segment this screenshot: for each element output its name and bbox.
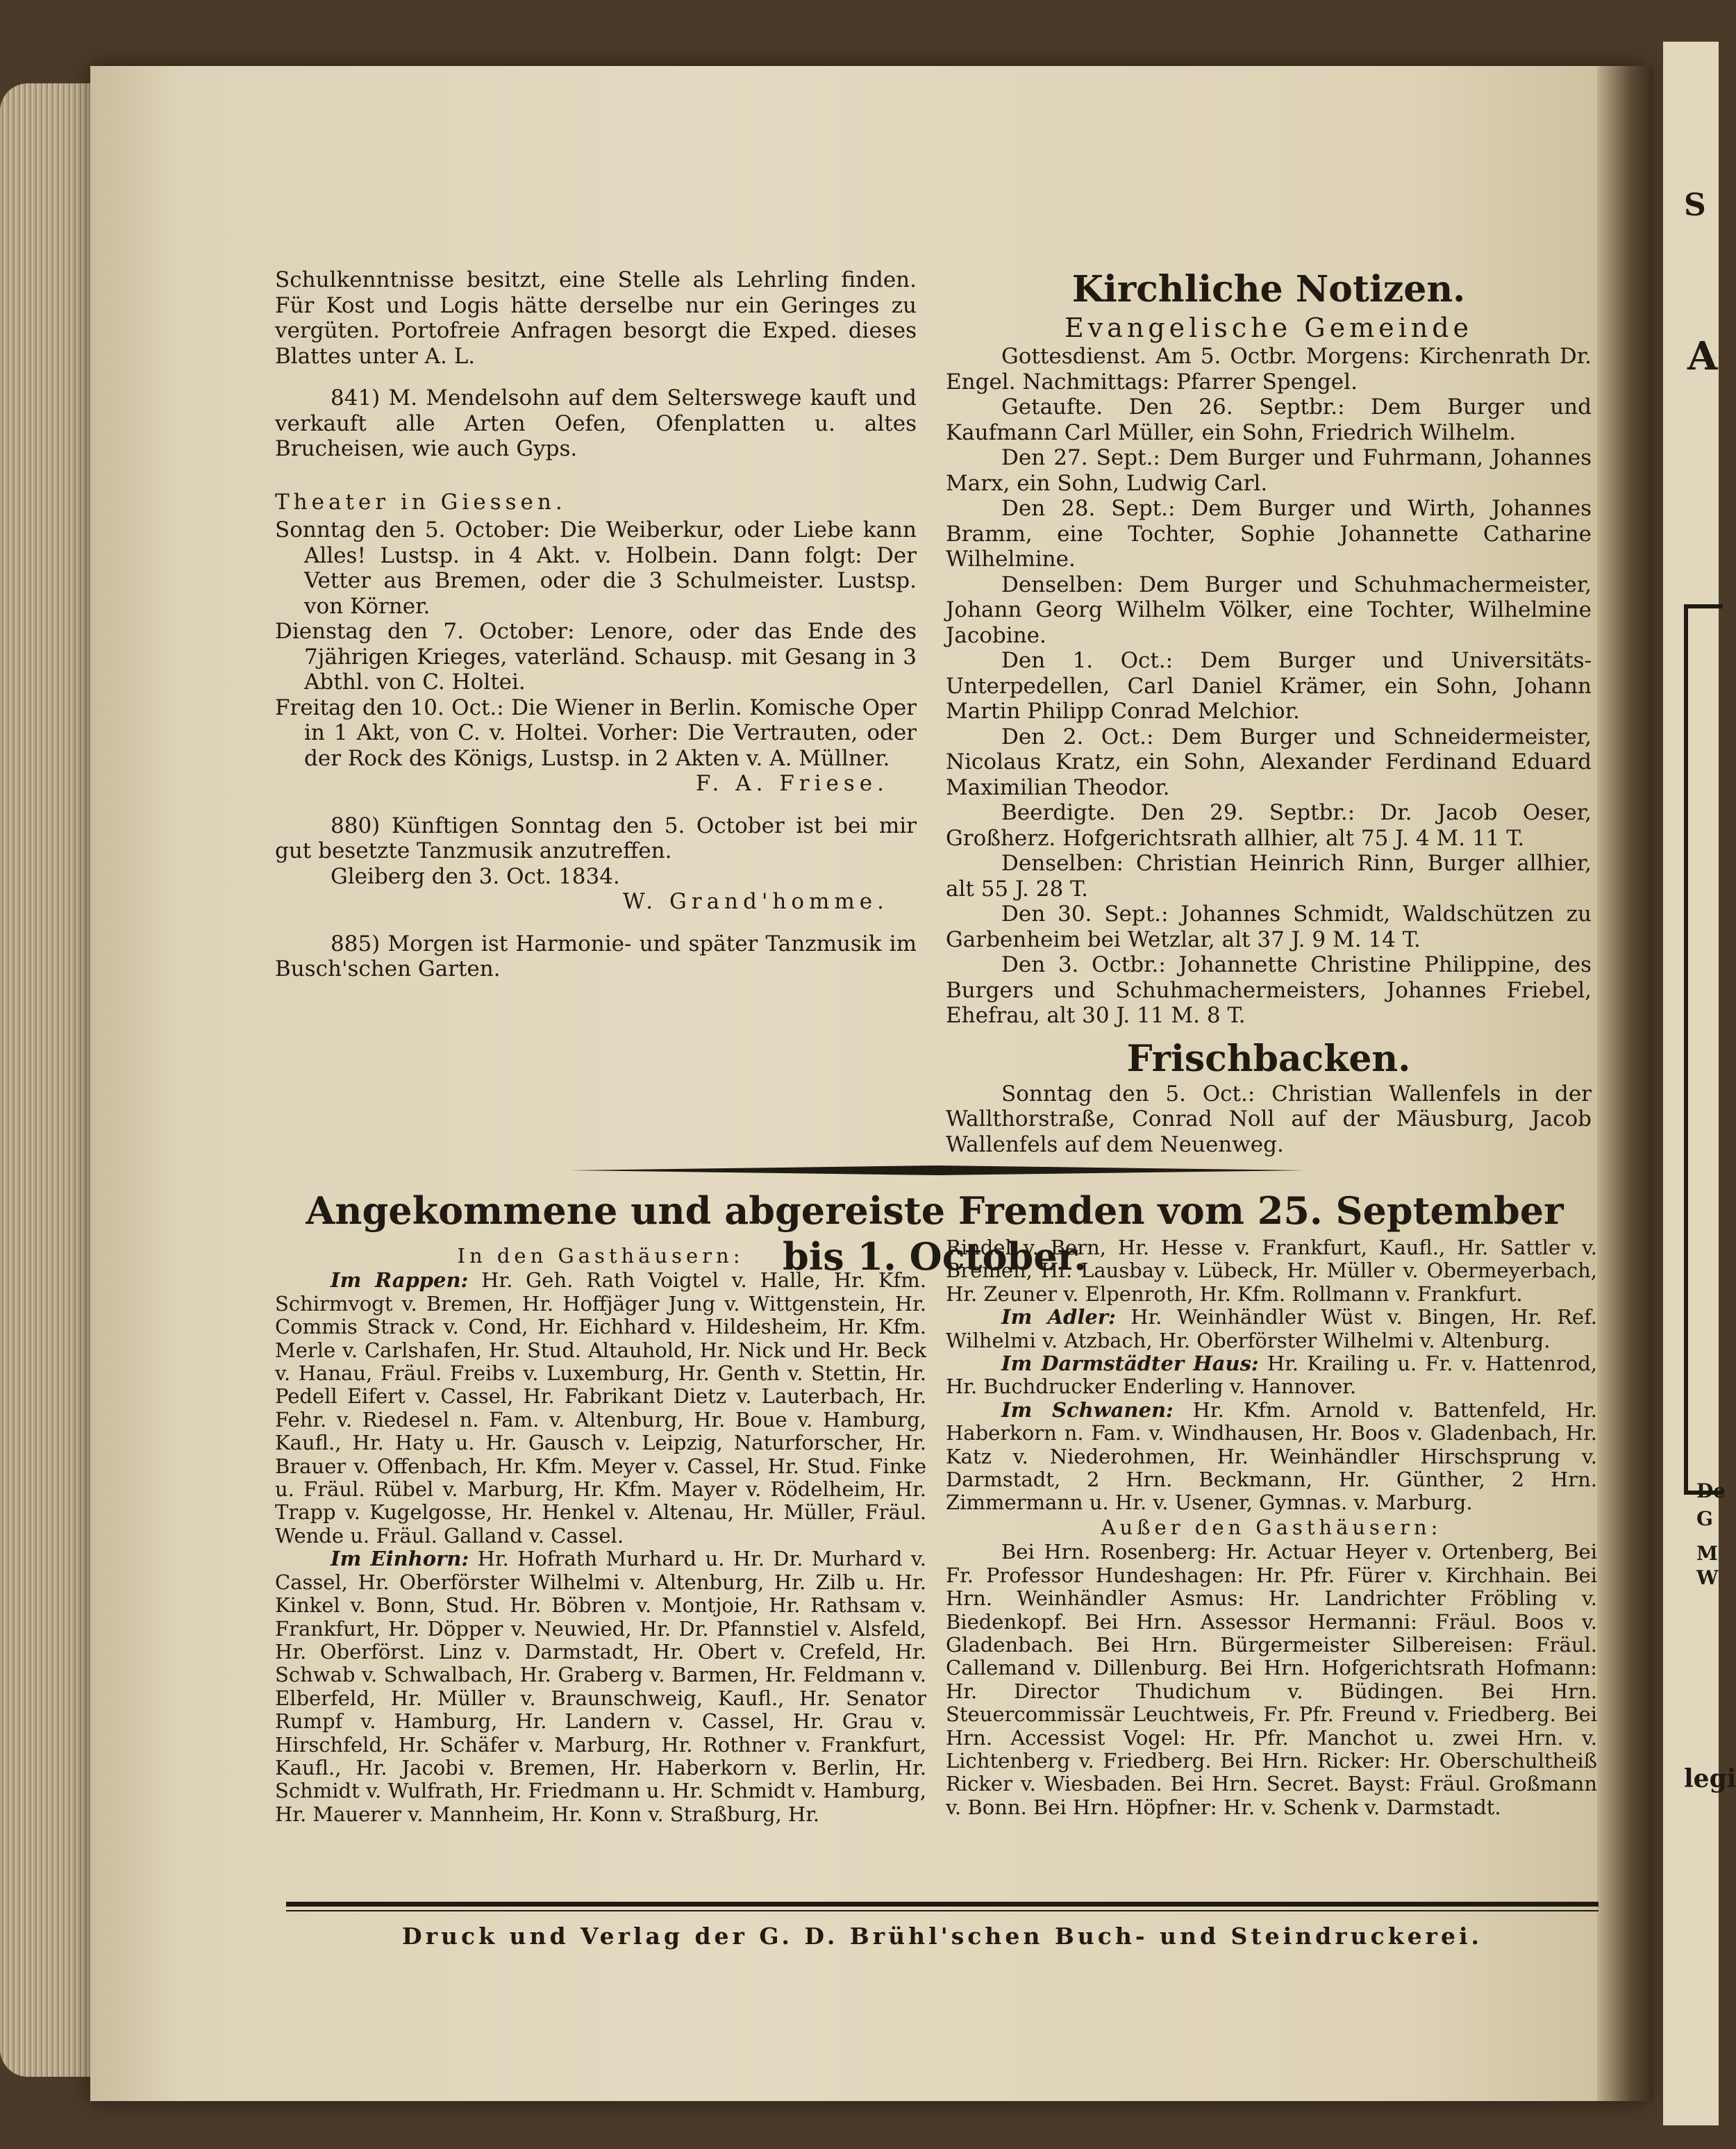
baptisms-2: Den 27. Sept.: Dem Burger und Fuhrmann, Johannes Marx, ein Sohn, Ludwig Carl.: [946, 445, 1592, 496]
inn-darmstaedter-guests: Hr. Krailing u. Fr. v. Hattenrod, Hr. Buchdrucker Enderling v. Hannover.: [946, 1352, 1597, 1399]
ad-880-place-date: Gleiberg den 3. Oct. 1834.: [331, 863, 620, 889]
inn-darmstaedter-label: Im Darmstädter Haus:: [1001, 1352, 1259, 1376]
inn-adler-guests: Hr. Weinhändler Wüst v. Bingen, Hr. Ref. Wilhelmi v. Atzbach, Hr. Oberförster Wilhelmi v. Altenburg.: [946, 1305, 1597, 1352]
ornamental-rule: [569, 1165, 1305, 1175]
baptisms-5: Den 1. Oct.: Dem Burger und Universitäts-Unterpedellen, Carl Daniel Krämer, ein Sohn, Johann Martin Philipp Conrad Melchior.: [946, 648, 1592, 724]
arrivals-left-column: [275, 1243, 926, 1826]
left-column: [275, 267, 917, 982]
church-service: Gottesdienst. Am 5. Octbr. Morgens: Kirchenrath Dr. Engel. Nachmittags: Pfarrer Spengel.: [946, 344, 1592, 395]
next-page-m: M: [1696, 1542, 1718, 1565]
inn-rappen-guests: Hr. Geh. Rath Voigtel v. Halle, Hr. Kfm. Schirmvogt v. Bremen, Hr. Hoffjäger Jung v. Wittgenstein, Hr. Commis Strack v. Cond, Hr. Eichhard v. Hildesheim, Hr. Kfm. Merle v. Carlshafen, Hr. Stud. Altauhold, Hr. Nick und Hr. Beck v. Hanau, Fräul. Freibs v. Luxemburg, Hr. Genth v. Stettin, Hr. Pedell Eifert v. Cassel, Hr. Fabrikant Dietz v. Lauterbach, Hr. Fehr. v. Riedesel n. Fam. v. Altenburg, Hr. Boue v. Hamburg, Kaufl., Hr. Haty u. Hr. Gausch v. Leipzig, Naturforscher, Hr. Brauer v. Offenbach, Hr. Kfm. Meyer v. Cassel, Hr. Stud. Finke u. Fräul. Rübel v. Marburg, Hr. Kfm. Mayer v. Rödelheim, Hr. Trapp v. Kugelgosse, Hr. Henkel v. Altenau, Hr. Müller, Fräul. Wende u. Fräul. Galland v. Cassel.: [275, 1268, 927, 1548]
next-page-de: De: [1696, 1479, 1726, 1502]
inn-schwanen-label: Im Schwanen:: [1001, 1397, 1174, 1422]
theater-heading: Theater in Giessen.: [275, 489, 567, 515]
inn-adler-label: Im Adler:: [1001, 1305, 1116, 1329]
evangelical-parish-heading: Evangelische Gemeinde: [1064, 313, 1474, 343]
burials-4: Den 3. Octbr.: Johannette Christine Philippine, des Burgers und Schuhmachermeisters, Johannes Friebel, Ehefrau, alt 30 J. 11 M. 8 T.: [946, 952, 1592, 1028]
baptisms-4: Denselben: Dem Burger und Schuhmachermeister, Johann Georg Wilhelm Völker, eine Tochter, Wilhelmine Jacobine.: [946, 572, 1592, 648]
in-inns-heading: In den Gasthäusern:: [457, 1244, 744, 1268]
theater-tuesday: Dienstag den 7. October: Lenore, oder das Ende des 7jährigen Krieges, vaterländ. Schausp. mit Gesang in 3 Abthl. von C. Holtei.: [275, 619, 917, 695]
next-page-legi: legi: [1684, 1764, 1736, 1793]
fresh-baking-text: Sonntag den 5. Oct.: Christian Wallenfels in der Wallthorstraße, Conrad Noll auf der Mäusburg, Jacob Wallenfels auf dem Neuenweg.: [946, 1081, 1592, 1157]
ad-841: 841) M. Mendelsohn auf dem Selterswege kauft und verkauft alle Arten Oefen, Ofenplatten u. altes Brucheisen, wie auch Gyps.: [275, 385, 917, 461]
burials-3: Den 30. Sept.: Johannes Schmidt, Waldschützen zu Garbenheim bei Wetzlar, alt 37 J. 9 M. 14 T.: [946, 902, 1592, 952]
inn-einhorn-label: Im Einhorn:: [331, 1547, 469, 1571]
inn-einhorn-continued: Rindel v. Bern, Hr. Hesse v. Frankfurt, Kaufl., Hr. Sattler v. Bremen, Hr. Lausbay v. Lübeck, Hr. Müller v. Obermeyerbach, Hr. Zeuner v. Elpenroth, Hr. Kfm. Rollmann v. Frankfurt.: [946, 1236, 1597, 1306]
inn-rappen-label: Im Rappen:: [331, 1268, 469, 1293]
next-page-letter-s: S: [1684, 188, 1706, 223]
inn-einhorn-guests: Hr. Hofrath Murhard u. Hr. Dr. Murhard v. Cassel, Hr. Oberförster Wilhelmi v. Altenburg, Hr. Zilb u. Hr. Kinkel v. Bonn, Stud. Hr. Böbren v. Montjoie, Hr. Rathsam v. Frankfurt, Hr. Döpper v. Neuwied, Hr. Dr. Pfannstiel v. Alsfeld, Hr. Oberförst. Linz v. Darmstadt, Hr. Obert v. Crefeld, Hr. Schwab v. Schwalbach, Hr. Graberg v. Barmen, Hr. Feldmann v. Elberfeld, Hr. Müller v. Braunschweig, Kaufl., Hr. Senator Rumpf v. Hamburg, Hr. Landern v. Cassel, Hr. Grau v. Hirschfeld, Hr. Schäfer v. Marburg, Hr. Rothner v. Frankfurt, Kaufl., Hr. Jacobi v. Bremen, Hr. Haberkorn v. Berlin, Hr. Schmidt v. Wulfrath, Hr. Friedmann u. Hr. Schmidt v. Hamburg, Hr. Mauerer v. Mannheim, Hr. Konn v. Straßburg, Hr.: [275, 1547, 926, 1826]
baptisms-6: Den 2. Oct.: Dem Burger und Schneidermeister, Nicolaus Kratz, ein Sohn, Alexander Ferdinand Eduard Maximilian Theodor.: [946, 724, 1592, 800]
theater-sunday: Sonntag den 5. October: Die Weiberkur, oder Liebe kann Alles! Lustsp. in 4 Akt. v. Holbein. Dann folgt: Der Vetter aus Bremen, oder die 3 Schulmeister. Lustsp. von Körner.: [275, 517, 917, 619]
inn-schwanen-guests: Hr. Kfm. Arnold v. Battenfeld, Hr. Haberkorn n. Fam. v. Windhausen, Hr. Boos v. Gladenbach, Hr. Katz v. Niederohmen, Hr. Weinhändler Hirschsprung v. Darmstadt, 2 Hrn. Beckmann, Hr. Günther, 2 Hrn. Zimmermann u. Hr. v. Usener, Gymnas. v. Marburg.: [946, 1397, 1597, 1515]
ad-885: 885) Morgen ist Harmonie- und später Tanzmusik im Busch'schen Garten.: [275, 931, 917, 981]
arrivals-right-column: [946, 1236, 1597, 1819]
apprentice-ad-continued: Schulkenntnisse besitzt, eine Stelle als Lehrling finden. Für Kost und Logis hätte derselbe nur ein Geringes zu vergüten. Portofreie Anfragen besorgt die Exped. dieses Blattes unter A. L.: [275, 267, 917, 369]
burials-2: Denselben: Christian Heinrich Rinn, Burger allhier, alt 55 J. 28 T.: [946, 851, 1592, 902]
outside-inns-guests: Bei Hrn. Rosenberg: Hr. Actuar Heyer v. Ortenberg, Bei Fr. Professor Hundeshagen: Hr. Pfr. Fürer v. Kirchhain. Bei Hrn. Weinhändler Asmus: Hr. Landrichter Fröbling v. Biedenkopf. Bei Hrn. Assessor Hermanni: Fräul. Boos v. Gladenbach. Bei Hrn. Bürgermeister Silbereisen: Fräul. Callemand v. Dillenburg. Bei Hrn. Hofgerichtsrath Hofmann: Hr. Director Thudichum v. Büdingen. Bei Hrn. Steuercommissär Leuchtweis, Fr. Pfr. Freund v. Friedberg. Bei Hrn. Accessist Vogel: Hr. Pfr. Manchot u. zwei Hrn. v. Lichtenberg v. Friedberg. Bei Hrn. Ricker: Hr. Oberschultheiß Ricker v. Wiesbaden. Bei Hrn. Secret. Bayst: Fräul. Großmann v. Bonn. Bei Hrn. Höpfner: Hr. v. Schenk v. Darmstadt.: [946, 1540, 1597, 1819]
printer-imprint: Druck und Verlag der G. D. Brühl'schen Buch- und Steindruckerei.: [402, 1923, 1483, 1950]
fresh-baking-heading: Frischbacken.: [1126, 1037, 1411, 1080]
ad-880: 880) Künftigen Sonntag den 5. October ist bei mir gut besetzte Tanzmusik anzutreffen.: [275, 813, 917, 863]
book-gutter: [1597, 66, 1653, 2101]
next-page-table-edge: [1684, 604, 1723, 1495]
footer-rule-thick: [286, 1902, 1599, 1907]
church-notices-heading: Kirchliche Notizen.: [1071, 268, 1466, 310]
footer-rule-thin: [286, 1910, 1599, 1911]
right-column: [946, 267, 1592, 1157]
outside-inns-heading: Außer den Gasthäusern:: [1101, 1515, 1442, 1539]
baptisms-1: Getaufte. Den 26. Septbr.: Dem Burger und Kaufmann Carl Müller, ein Sohn, Friedrich Wilhelm.: [946, 395, 1592, 445]
theater-signature: F. A. Friese.: [695, 771, 889, 796]
baptisms-3: Den 28. Sept.: Dem Burger und Wirth, Johannes Bramm, eine Tochter, Sophie Johannette Catharine Wilhelmine.: [946, 496, 1592, 572]
burials-1: Beerdigte. Den 29. Septbr.: Dr. Jacob Oeser, Großherz. Hofgerichtsrath allhier, alt 75 J. 4 M. 11 T.: [946, 800, 1592, 851]
next-page-letter-a: A: [1687, 333, 1718, 379]
arrivals-title: Angekommene und abgereiste Fremden vom 25. September bis 1. October.: [306, 1188, 1564, 1279]
theater-friday: Freitag den 10. Oct.: Die Wiener in Berlin. Komische Oper in 1 Akt, von C. v. Holtei. Vorher: Die Vertrauten, oder der Rock des Königs, Lustsp. in 2 Akten v. A. Müllner.: [275, 695, 917, 771]
next-page-w: W: [1696, 1566, 1719, 1589]
ad-880-signature: W. Grand'homme.: [622, 889, 889, 914]
next-page-g: G: [1696, 1507, 1713, 1530]
